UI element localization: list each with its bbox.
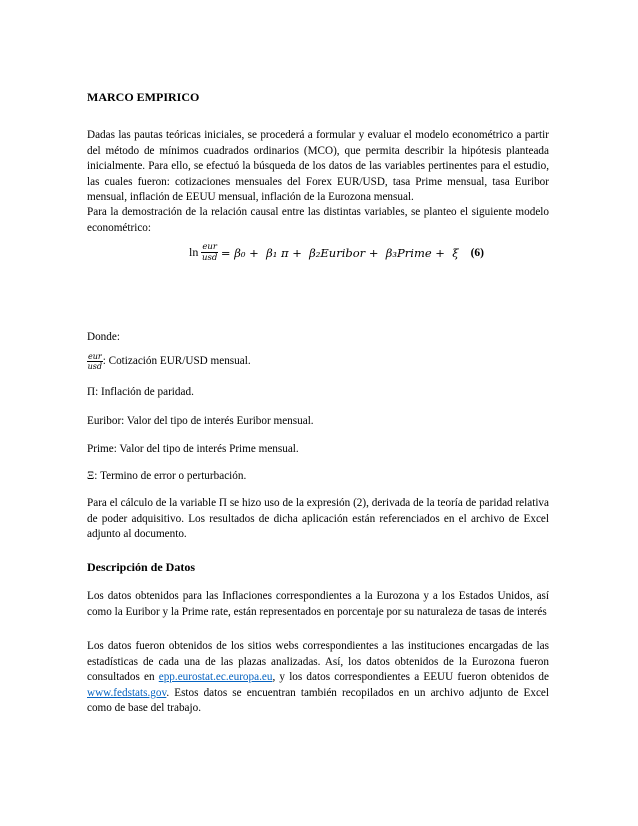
paragraph-sources bbox=[87, 639, 549, 717]
heading-descripcion-datos: Descripción de Datos bbox=[87, 560, 195, 574]
paragraph-sources-text-c: . Estos datos se encuentran también recopilados en un archivo adjunto de Excel como de base del trabajo. bbox=[87, 686, 549, 715]
paragraph-sources-text-b: , y los datos correspondientes a EEUU fueron obtenidos de bbox=[272, 671, 549, 684]
heading-marco-empirico: MARCO EMPIRICO bbox=[87, 90, 200, 104]
definition-eurusd-fraction bbox=[87, 352, 103, 371]
paragraph-model bbox=[87, 205, 549, 236]
definition-euribor: Euribor: Valor del tipo de interés Euribor mensual. bbox=[87, 415, 314, 427]
definition-prime: Prime: Valor del tipo de interés Prime mensual. bbox=[87, 443, 299, 455]
paragraph-model-text: Para la demostración de la relación causal entre las distintas variables, se planteo el siguiente modelo econométrico: bbox=[87, 206, 549, 234]
definition-pi: Π: Inflación de paridad. bbox=[87, 386, 194, 398]
link-eurostat[interactable]: epp.eurostat.ec.europa.eu bbox=[158, 671, 273, 684]
equation-ln: ln bbox=[189, 245, 199, 259]
paragraph-intro bbox=[87, 128, 549, 206]
donde-label: Donde: bbox=[87, 331, 120, 343]
equation-fraction-denominator: usd bbox=[201, 253, 218, 263]
equation-fraction bbox=[201, 242, 218, 263]
paragraph-sources-text-a: Los datos fueron obtenidos de los sitios webs correspondientes a las instituciones encargadas de las estadísticas de cada una de las plazas analizadas. Así, los datos obtenidos de la Eurozona fueron consultados en bbox=[87, 640, 549, 684]
equation-fraction-numerator: eur bbox=[202, 242, 217, 252]
equation-rhs: = β₀ + β₁ π + β₂Euribor + β₃Prime + ξ bbox=[220, 245, 459, 260]
definition-xi: Ξ: Termino de error o perturbación. bbox=[87, 470, 247, 482]
paragraph-pi-calculation: Para el cálculo de la variable Π se hizo uso de la expresión (2), derivada de la teoría de paridad relativa de poder adquisitivo. Los resultados de dicha aplicación están referenciados en el archivo de Excel adjunto al documento. bbox=[87, 497, 549, 541]
paragraph-intro-text: Dadas las pautas teóricas iniciales, se procederá a formular y evaluar el modelo econométrico a partir del método de mínimos cuadrados ordinarios (MCO), que permita describir la hipótesis planteada inicialmente. Para ello, se efectuó la búsqueda de los datos de las variables pertinentes para el estudio, las cuales fueron: cotizaciones mensuales del Forex EUR/USD, tasa Prime mensual, tasa Euribor mensual, inflación de EEUU mensual, inflación de la Eurozona mensual. bbox=[87, 129, 549, 204]
equation-number: (6) bbox=[470, 246, 485, 259]
definition-eurusd bbox=[87, 352, 549, 371]
paragraph-inflaciones: Los datos obtenidos para las Inflaciones correspondientes a la Eurozona y a los Estados Unidos, así como la Euribor y la Prime rate, están representados en porcentaje por su naturaleza de tasas de interés bbox=[87, 590, 549, 618]
definition-eurusd-text: : Cotización EUR/USD mensual. bbox=[102, 354, 251, 367]
econometric-equation bbox=[189, 242, 484, 263]
definition-eurusd-numerator: eur bbox=[88, 352, 102, 361]
link-fedstats[interactable]: www.fedstats.gov bbox=[87, 686, 167, 699]
definition-eurusd-denominator: usd bbox=[87, 362, 103, 371]
